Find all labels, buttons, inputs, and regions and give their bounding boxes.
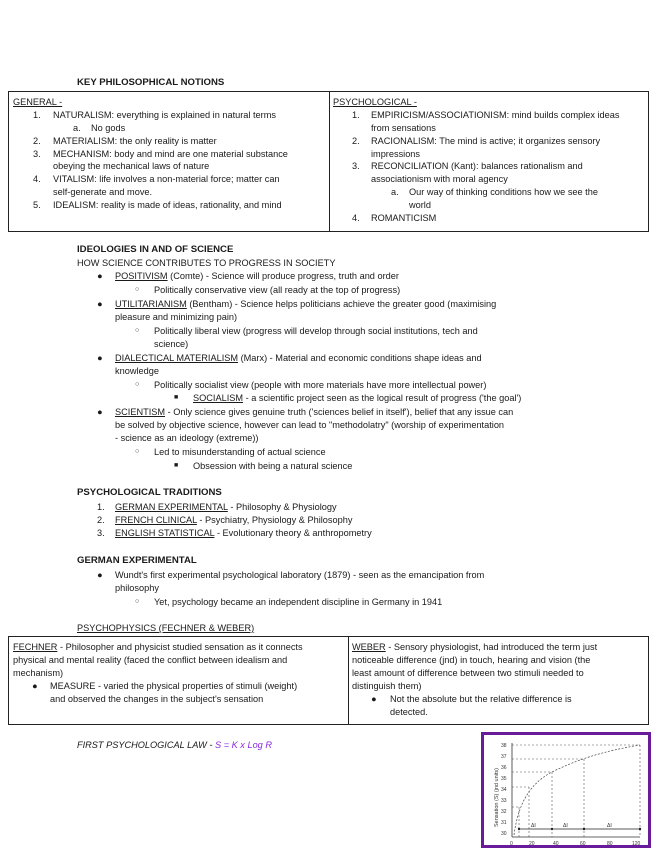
table-divider — [329, 91, 330, 232]
list-num: 2. — [33, 136, 41, 146]
list-item: - Evolutionary theory & anthropometry — [214, 528, 372, 538]
figure-xtick: 20 — [529, 841, 535, 847]
bullet-icon: ● — [97, 407, 103, 417]
figure-ylabel: Sensation (S) (jnd units) — [494, 768, 500, 827]
list-item: - Philosophy & Physiology — [227, 502, 337, 512]
section-title-traditions: PSYCHOLOGICAL TRADITIONS — [77, 487, 222, 498]
cell-text: least amount of difference between two stimuli needed to — [352, 668, 584, 678]
figure-xtick: 0 — [510, 841, 513, 847]
figure-ytick: 38 — [501, 743, 507, 749]
list-item: Wundt's first experimental psychological laboratory (1879) - seen as the emancipation from — [115, 570, 485, 580]
list-item-cont: knowledge — [115, 366, 159, 376]
list-item: Our way of thinking conditions how we see the — [409, 187, 598, 197]
list-subsubitem: - a scientific project seen as the logical result of progress ('the goal') — [243, 393, 522, 403]
list-item: IDEALISM: reality is made of ideas, rationality, and mind — [53, 200, 282, 210]
list-item: ROMANTICISM — [371, 213, 437, 223]
figure-xtick: 80 — [607, 841, 613, 847]
figure-xtick: 120 — [632, 841, 641, 847]
bullet-icon: ● — [97, 299, 103, 309]
bullet-icon: ● — [97, 353, 103, 363]
figure-ytick: 34 — [501, 787, 507, 793]
list-subsubitem: Obsession with being a natural science — [193, 461, 353, 471]
list-num: 1. — [97, 502, 105, 512]
term-weber: WEBER — [352, 642, 386, 652]
list-num: 3. — [33, 149, 41, 159]
bullet-icon: ● — [97, 271, 103, 281]
term-utilitarianism: UTILITARIANISM — [115, 299, 187, 309]
square-bullet-icon: ■ — [174, 394, 179, 401]
term-scientism: SCIENTISM — [115, 407, 166, 417]
list-item: RECONCILIATION (Kant): balances rationalism and — [371, 161, 583, 171]
list-item-cont: impressions — [371, 149, 421, 159]
cell-text: noticeable difference (jnd) in touch, hearing and vision (the — [352, 655, 591, 665]
figure-ytick: 35 — [501, 776, 507, 782]
cell-bullet-cont: and observed the changes in the subject's sensation — [50, 694, 264, 704]
law-formula: S = K x Log R — [215, 740, 272, 750]
cell-bullet: Not the absolute but the relative difference is — [390, 694, 572, 704]
bullet-icon: ● — [32, 681, 38, 691]
list-item-cont: obeying the mechanical laws of nature — [53, 161, 210, 171]
bullet-icon: ● — [97, 570, 103, 580]
section-title-ideologies: IDEOLOGIES IN AND OF SCIENCE — [77, 244, 234, 255]
figure-delta-label: ΔI — [563, 823, 568, 829]
circle-bullet-icon: ○ — [135, 381, 140, 388]
figure-delta-label: ΔI — [531, 823, 536, 829]
cell-bullet-cont: detected. — [390, 707, 428, 717]
list-num: 2. — [97, 515, 105, 525]
figure-delta-label: ΔI — [607, 823, 612, 829]
list-item: (Marx) - Material and economic conditions shape ideas and — [238, 353, 482, 363]
list-num: a. — [391, 187, 399, 197]
figure-ytick: 32 — [501, 809, 507, 815]
list-num: 3. — [352, 161, 360, 171]
list-item-cont: - science as an ideology (extreme)) — [115, 433, 259, 443]
term-socialism: SOCIALISM — [193, 393, 244, 403]
term-positivism: POSITIVISM — [115, 271, 168, 281]
list-num: 3. — [97, 528, 105, 538]
list-item: EMPIRICISM/ASSOCIATIONISM: mind builds complex ideas — [371, 110, 620, 120]
list-item: - Only science gives genuine truth ('sciences belief in itself'), belief that any issue can — [165, 407, 514, 417]
general-heading: GENERAL - — [13, 97, 63, 107]
psychological-heading: PSYCHOLOGICAL - — [333, 97, 417, 107]
list-num: 4. — [33, 174, 41, 184]
circle-bullet-icon: ○ — [135, 448, 140, 455]
list-item: - Psychiatry, Physiology & Philosophy — [196, 515, 353, 525]
circle-bullet-icon: ○ — [135, 286, 140, 293]
term-fechner: FECHNER — [13, 642, 58, 652]
list-subitem: Yet, psychology became an independent discipline in Germany in 1941 — [154, 597, 443, 607]
list-item: NATURALISM: everything is explained in natural terms — [53, 110, 276, 120]
bullet-icon: ● — [371, 694, 377, 704]
square-bullet-icon: ■ — [174, 462, 179, 469]
figure-ytick: 30 — [501, 831, 507, 837]
list-num: 5. — [33, 200, 41, 210]
circle-bullet-icon: ○ — [135, 327, 140, 334]
list-item: (Bentham) - Science helps politicians achieve the greater good (maximising — [186, 299, 497, 309]
circle-bullet-icon: ○ — [135, 598, 140, 605]
list-item-cont: pleasure and minimizing pain) — [115, 312, 238, 322]
term-french-clinical: FRENCH CLINICAL — [115, 515, 197, 525]
list-num: 1. — [352, 110, 360, 120]
list-item-cont: from sensations — [371, 123, 436, 133]
section-title-key-notions: KEY PHILOSOPHICAL NOTIONS — [77, 77, 225, 88]
list-subitem: Led to misunderstanding of actual science — [154, 447, 326, 457]
list-item: (Comte) - Science will produce progress, truth and order — [167, 271, 399, 281]
psychophysics-title: PSYCHOPHYSICS (FECHNER & WEBER) — [77, 623, 255, 633]
weber-fechner-figure — [484, 735, 648, 848]
section-title-german: GERMAN EXPERIMENTAL — [77, 555, 197, 566]
term-english-statistical: ENGLISH STATISTICAL — [115, 528, 215, 538]
list-item-cont: associationism with moral agency — [371, 174, 508, 184]
cell-text: distinguish them) — [352, 681, 422, 691]
list-subitem: Politically conservative view (all ready at the top of progress) — [154, 285, 401, 295]
list-item-cont: world — [409, 200, 431, 210]
figure-curve — [514, 745, 640, 835]
cell-bullet: MEASURE - varied the physical properties of stimuli (weight) — [50, 681, 298, 691]
cell-text: - Sensory physiologist, had introduced the term just — [385, 642, 598, 652]
figure-ytick: 33 — [501, 798, 507, 804]
list-item-cont: be solved by objective science, however can lead to "methodolatry" (worship of experimentation — [115, 420, 505, 430]
cell-text: - Philosopher and physicist studied sensation as it connects — [57, 642, 303, 652]
list-item: MATERIALISM: the only reality is matter — [53, 136, 217, 146]
figure-ytick: 37 — [501, 754, 507, 760]
ideologies-subtitle: HOW SCIENCE CONTRIBUTES TO PROGRESS IN SOCIETY — [77, 258, 336, 268]
figure-ytick: 36 — [501, 765, 507, 771]
list-item: RACIONALISM: The mind is active; it organizes sensory — [371, 136, 601, 146]
list-num: 4. — [352, 213, 360, 223]
list-subitem-cont: science) — [154, 339, 189, 349]
list-num: a. — [73, 123, 81, 133]
law-label: FIRST PSYCHOLOGICAL LAW - — [77, 740, 213, 750]
term-german-experimental: GERMAN EXPERIMENTAL — [115, 502, 228, 512]
table-divider — [348, 636, 349, 725]
figure-xtick: 60 — [580, 841, 586, 847]
figure-ytick: 31 — [501, 820, 507, 826]
list-item: No gods — [91, 123, 126, 133]
cell-text: mechanism) — [13, 668, 64, 678]
figure-xtick: 40 — [553, 841, 559, 847]
figure-frame — [481, 732, 651, 848]
list-item: MECHANISM: body and mind are one material substance — [53, 149, 288, 159]
list-item-cont: self-generate and move. — [53, 187, 153, 197]
term-dialectical-materialism: DIALECTICAL MATERIALISM — [115, 353, 239, 363]
list-num: 2. — [352, 136, 360, 146]
list-subitem: Politically liberal view (progress will develop through social institutions, tech and — [154, 326, 478, 336]
list-subitem: Politically socialist view (people with more materials have more intellectual power) — [154, 380, 487, 390]
list-item: VITALISM: life involves a non-material force; matter can — [53, 174, 280, 184]
list-num: 1. — [33, 110, 41, 120]
cell-text: physical and mental reality (faced the conflict between idealism and — [13, 655, 288, 665]
list-item-cont: philosophy — [115, 583, 159, 593]
